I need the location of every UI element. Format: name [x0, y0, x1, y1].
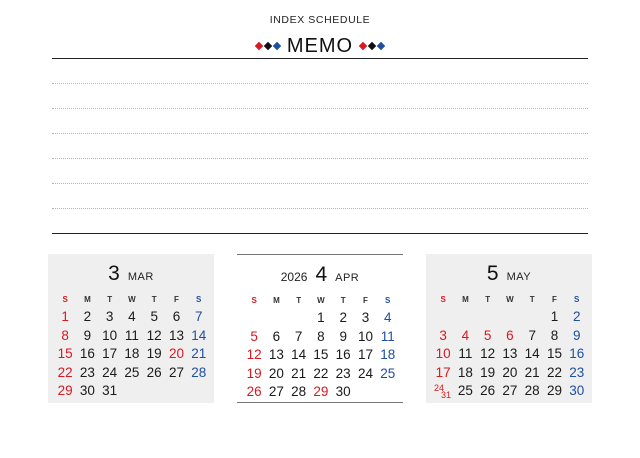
calendar-grid — [54, 290, 210, 401]
day-cell: 18 — [124, 346, 140, 362]
diamond-ornament-right — [360, 43, 384, 49]
diamond-icon — [377, 42, 385, 50]
day-cell: 30 — [569, 383, 585, 399]
diamond-icon — [273, 42, 281, 50]
day-cell — [143, 382, 165, 401]
week-row — [54, 382, 210, 401]
day-cell: 22 — [57, 364, 73, 380]
day-cell: 9 — [572, 327, 581, 343]
day-cell: 30 — [79, 383, 95, 399]
day-cell: 15 — [546, 346, 562, 362]
day-cell: 11 — [124, 327, 139, 343]
memo-line — [52, 133, 588, 134]
day-cell: 30 — [335, 384, 351, 400]
day-cell: 19 — [480, 364, 496, 380]
day-cell: 19 — [146, 346, 162, 362]
month-title — [48, 262, 214, 284]
weekday-header: F — [174, 294, 179, 304]
day-cell: 27 — [268, 384, 284, 400]
day-cell: 14 — [291, 347, 307, 363]
day-cell — [432, 308, 454, 327]
diamond-icon — [359, 42, 367, 50]
day-cell: 8 — [317, 328, 325, 344]
day-cell — [288, 309, 310, 328]
month-number: 3 — [108, 262, 120, 285]
day-cell: 23 — [335, 365, 351, 381]
memo-top-rule — [52, 58, 588, 59]
weekday-header: M — [462, 294, 469, 304]
day-cell: 7 — [528, 327, 536, 343]
day-cell: 28 — [291, 384, 307, 400]
weekday-header: S — [62, 294, 68, 304]
month-number: 5 — [486, 262, 499, 285]
weekday-header: T — [151, 294, 157, 304]
week-row — [54, 345, 210, 364]
calendar-april — [237, 254, 403, 403]
diamond-ornament-left — [256, 43, 280, 49]
day-cell: 4 — [461, 327, 470, 343]
day-cell: 22 — [546, 364, 562, 380]
weekday-header-row — [432, 290, 588, 308]
day-cell: 19 — [246, 365, 262, 381]
day-cell: 13 — [502, 346, 518, 362]
day-cell — [432, 382, 454, 401]
day-cell: 23 — [569, 364, 585, 380]
weekday-header-row — [243, 291, 399, 309]
day-cell — [165, 382, 187, 401]
index-schedule-label: INDEX SCHEDULE — [269, 14, 371, 26]
day-cell — [454, 308, 476, 327]
diamond-icon — [368, 42, 376, 50]
day-number: 31 — [440, 390, 451, 401]
memo-line — [52, 83, 588, 84]
weekday-header: T — [107, 294, 113, 304]
day-cell — [354, 383, 376, 402]
calendar-grid — [432, 290, 588, 401]
day-cell: 5 — [483, 327, 492, 343]
diamond-icon — [264, 42, 272, 50]
day-cell: 4 — [383, 310, 392, 325]
weekday-header: S — [385, 295, 391, 305]
day-cell: 16 — [569, 346, 585, 362]
day-cell: 17 — [102, 346, 118, 362]
weekday-header: T — [296, 295, 302, 305]
day-cell: 24 — [102, 364, 118, 380]
day-cell: 23 — [79, 364, 95, 380]
weekday-header-row — [54, 290, 210, 308]
weekday-header: W — [128, 294, 136, 304]
day-cell: 20 — [168, 346, 184, 362]
day-cell: 29 — [546, 383, 562, 399]
day-cell: 20 — [502, 364, 518, 380]
month-abbr: MAR — [127, 271, 154, 283]
day-cell: 25 — [457, 383, 473, 399]
weekday-header: T — [529, 294, 535, 304]
day-cell: 2 — [83, 309, 92, 324]
day-cell: 26 — [480, 383, 496, 399]
day-cell: 2 — [572, 309, 581, 324]
day-cell: 29 — [57, 383, 73, 399]
week-row — [432, 308, 588, 327]
day-cell — [265, 309, 287, 328]
week-row — [243, 309, 399, 328]
memo-heading: MEMO — [286, 35, 354, 57]
day-cell: 27 — [168, 364, 184, 380]
week-row — [243, 383, 399, 402]
weekday-header: F — [363, 295, 368, 305]
memo-title — [0, 33, 640, 59]
day-cell: 1 — [317, 310, 325, 325]
day-cell: 8 — [61, 327, 69, 343]
day-cell: 21 — [524, 364, 540, 380]
weekday-header: T — [485, 294, 491, 304]
day-cell: 31 — [102, 383, 118, 399]
week-row — [432, 327, 588, 346]
weekday-header: M — [84, 294, 91, 304]
day-cell — [243, 309, 265, 328]
month-title — [237, 263, 403, 285]
day-cell: 13 — [168, 327, 184, 343]
month-number: 4 — [315, 263, 328, 286]
day-cell: 2 — [339, 310, 347, 325]
calendar-may — [426, 254, 592, 403]
day-cell: 10 — [435, 346, 451, 362]
memo-bottom-rule — [52, 233, 588, 234]
day-cell: 21 — [191, 346, 207, 362]
day-cell: 6 — [506, 327, 514, 343]
day-cell: 5 — [150, 309, 158, 324]
day-cell: 7 — [294, 328, 303, 344]
week-row — [243, 346, 399, 365]
day-cell: 8 — [550, 327, 559, 343]
day-cell: 9 — [339, 328, 347, 344]
day-cell: 3 — [105, 309, 114, 324]
day-cell: 28 — [191, 364, 207, 380]
day-cell — [477, 308, 499, 327]
day-cell: 27 — [502, 383, 518, 399]
calendar-grid — [243, 291, 399, 402]
weekday-header: T — [340, 295, 346, 305]
week-row — [243, 328, 399, 347]
day-cell: 11 — [458, 346, 473, 362]
weekday-header: F — [552, 294, 557, 304]
day-cell: 20 — [268, 365, 284, 381]
day-cell: 26 — [246, 384, 262, 400]
weekday-header: W — [506, 294, 514, 304]
day-cell: 10 — [102, 327, 118, 343]
day-cell: 16 — [79, 346, 95, 362]
day-cell: 13 — [268, 347, 284, 363]
week-row — [54, 327, 210, 346]
year-label: 2026 — [280, 270, 308, 284]
day-cell: 10 — [357, 328, 373, 344]
day-cell — [521, 308, 543, 327]
weekday-header: W — [317, 295, 325, 305]
day-cell: 24 — [357, 365, 373, 381]
day-cell — [121, 382, 143, 401]
memo-line — [52, 158, 588, 159]
day-cell: 3 — [439, 327, 447, 343]
weekday-header: S — [574, 294, 580, 304]
day-cell: 11 — [380, 328, 395, 344]
day-cell — [188, 382, 210, 401]
day-cell: 15 — [57, 346, 73, 362]
day-cell: 25 — [380, 365, 396, 381]
day-cell: 1 — [61, 309, 69, 324]
weekday-header: S — [196, 294, 202, 304]
memo-line — [52, 208, 588, 209]
week-row — [54, 364, 210, 383]
week-row — [54, 308, 210, 327]
day-cell: 28 — [524, 383, 540, 399]
day-cell: 22 — [313, 365, 329, 381]
day-cell: 7 — [194, 309, 203, 324]
day-cell: 12 — [146, 327, 162, 343]
day-cell — [499, 308, 521, 327]
week-row — [243, 365, 399, 384]
weekday-header: S — [440, 294, 446, 304]
day-cell: 6 — [172, 309, 181, 324]
day-cell: 17 — [357, 347, 373, 363]
day-cell: 17 — [435, 364, 451, 380]
day-cell: 1 — [550, 309, 559, 324]
day-cell: 26 — [146, 364, 162, 380]
week-row — [432, 345, 588, 364]
weekday-header: S — [251, 295, 257, 305]
memo-line — [52, 183, 588, 184]
day-cell: 4 — [128, 309, 136, 324]
day-cell: 21 — [291, 365, 307, 381]
day-cell: 18 — [457, 364, 473, 380]
day-cell: 25 — [124, 364, 140, 380]
calendar-march — [48, 254, 214, 403]
diamond-icon — [255, 42, 263, 50]
day-cell: 6 — [272, 328, 281, 344]
day-cell — [377, 383, 399, 402]
day-cell: 16 — [335, 347, 351, 363]
day-cell: 12 — [246, 347, 262, 363]
day-cell: 12 — [480, 346, 496, 362]
day-cell: 14 — [191, 327, 207, 343]
weekday-header: M — [273, 295, 280, 305]
month-title — [426, 262, 592, 284]
day-cell: 14 — [524, 346, 540, 362]
memo-line — [52, 108, 588, 109]
day-number: 24 — [433, 383, 444, 394]
day-cell: 9 — [83, 327, 92, 343]
day-cell: 3 — [361, 310, 370, 325]
day-cell: 15 — [313, 347, 329, 363]
day-cell: 5 — [250, 328, 258, 344]
month-abbr: APR — [335, 272, 360, 284]
day-cell: 29 — [313, 384, 329, 400]
day-cell: 18 — [380, 347, 396, 363]
week-row — [432, 382, 588, 401]
month-abbr: MAY — [506, 271, 532, 283]
week-row — [432, 364, 588, 383]
